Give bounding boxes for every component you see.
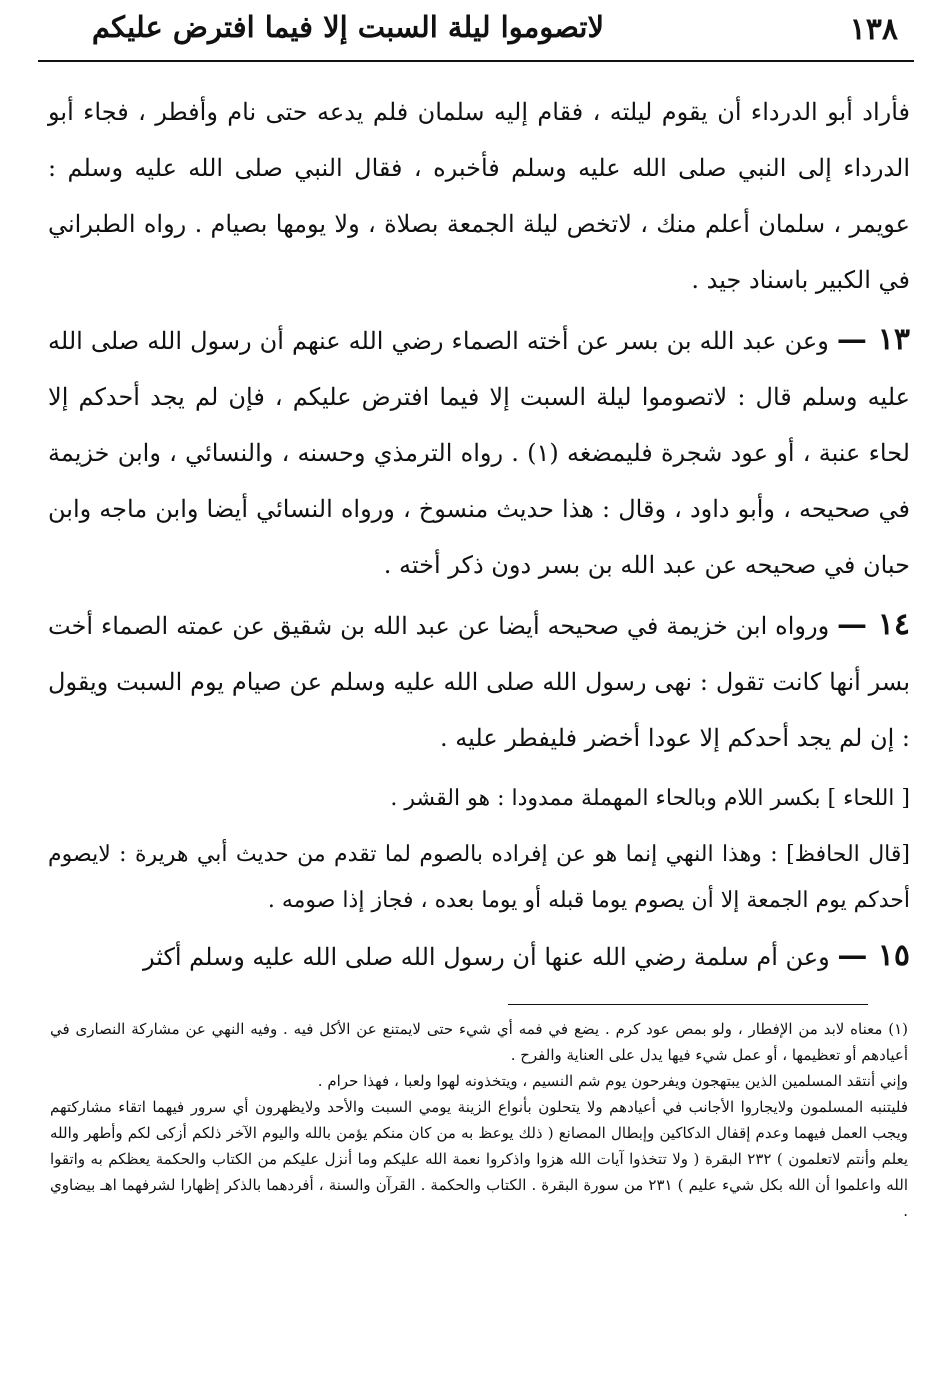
footnote-3: فليتنبه المسلمون ولايجاروا الأجانب في أعيادهم ولا يتحلون بأنواع الزينة يومي السبت والأحد ولايظهرون أي سرور فيهما اتقاء مشاركتهم ويجب العمل فيهما وعدم إقفال الدكاكين وإبطال المصانع ( ذلك يوعظ به من كان منكم يؤمن بالله واليوم الآخر ذلكم أزكى لكم وأطهر والله يعلم وأنتم لاتعلمون ) ٢٣٢ البقرة ( ولا تتخذوا آيات الله هزوا واذكروا نعمة الله عليكم وما أنزل عليكم من الكتاب والحكمة يعظكم به واتقوا الله واعلموا أن الله بكل شيء عليم ) ٢٣١ من سورة البقرة . الكتاب والحكمة . القرآن والسنة ، أفردهما بالذكر إظهارا لشرفهما اهـ بيضاوي . (50, 1098, 909, 1220)
paragraph-abu-darda: فأراد أبو الدرداء أن يقوم ليلته ، فقام إليه سلمان فلم يدعه حتى نام وأفطر ، فجاء أبو الدرداء إلى النبي صلى الله عليه وسلم فأخبره ، فقال النبي صلى الله عليه وسلم : عويمر ، سلمان أعلم منك ، لاتخص ليلة الجمعة بصلاة ، ولا يومها بصيام . رواه الطبراني في الكبير باسناد جيد . (48, 98, 910, 294)
note-lihaa: [ اللحاء ] بكسر اللام وبالحاء المهملة ممدودا : هو القشر . (390, 786, 910, 811)
footnotes (50, 1016, 908, 1224)
hadith-14-text: ورواه ابن خزيمة في صحيحه أيضا عن عبد الله بن شقيق عن عمته الصماء أخت بسر أنها كانت تقول : نهى رسول الله صلى الله عليه وسلم عن صيام يوم السبت ويقول : إن لم يجد أحدكم إلا عودا أخضر فليفطر عليه . (48, 612, 910, 752)
hadith-15-text: وعن أم سلمة رضي الله عنها أن رسول الله صلى الله عليه وسلم أكثر (142, 943, 830, 971)
hadith-13 (48, 312, 910, 593)
page-header (48, 8, 904, 58)
footnote-rule (508, 1004, 868, 1005)
hadith-number-15: ١٥ — (837, 938, 910, 973)
hadith-14 (48, 597, 910, 766)
footnote-1: (١) معناه لابد من الإفطار ، ولو بمص عود كرم . يضع في فمه أي شيء حتى لايمتنع عن الأكل فيه . وفيه النهي عن مشاركة النصارى في أعيادهم أو تعظيمها ، أو عمل شيء فيها يدل على العناية والفرح . (50, 1020, 908, 1064)
body-text (48, 84, 910, 985)
page-number: ١٣٨ (849, 12, 898, 47)
hafiz-comment: [قال الحافظ] : وهذا النهي إنما هو عن إفراده بالصوم لما تقدم من حديث أبي هريرة : لايصوم أحدكم يوم الجمعة إلا أن يصوم يوما قبله أو يوما بعده ، فجاز إذا صومه . (48, 842, 910, 913)
hadith-13-text: وعن عبد الله بن بسر عن أخته الصماء رضي الله عنهم أن رسول الله صلى الله عليه وسلم قال : لاتصوموا ليلة السبت إلا فيما افترض عليكم ، فإن لم يجد أحدكم إلا لحاء عنبة ، أو عود شجرة فليمضغه (١) . رواه الترمذي وحسنه ، والنسائي ، وابن خزيمة في صحيحه ، وأبو داود ، وقال : هذا حديث منسوخ ، ورواه النسائي أيضا وابن ماجه وابن حبان في صحيحه عن عبد الله بن بسر دون ذكر أخته . (48, 327, 910, 579)
hadith-15 (48, 928, 910, 985)
running-title: لاتصوموا ليلة السبت إلا فيما افترض عليكم (91, 10, 604, 44)
header-rule (38, 60, 914, 62)
footnote-2: وإني أنتقد المسلمين الذين يبتهجون ويفرحون يوم شم النسيم ، ويتخذونه لهوا ولعبا ، فهذا حرام . (317, 1072, 908, 1090)
hadith-number-13: ١٣ — (836, 322, 910, 357)
hadith-number-14: ١٤ — (837, 607, 910, 642)
